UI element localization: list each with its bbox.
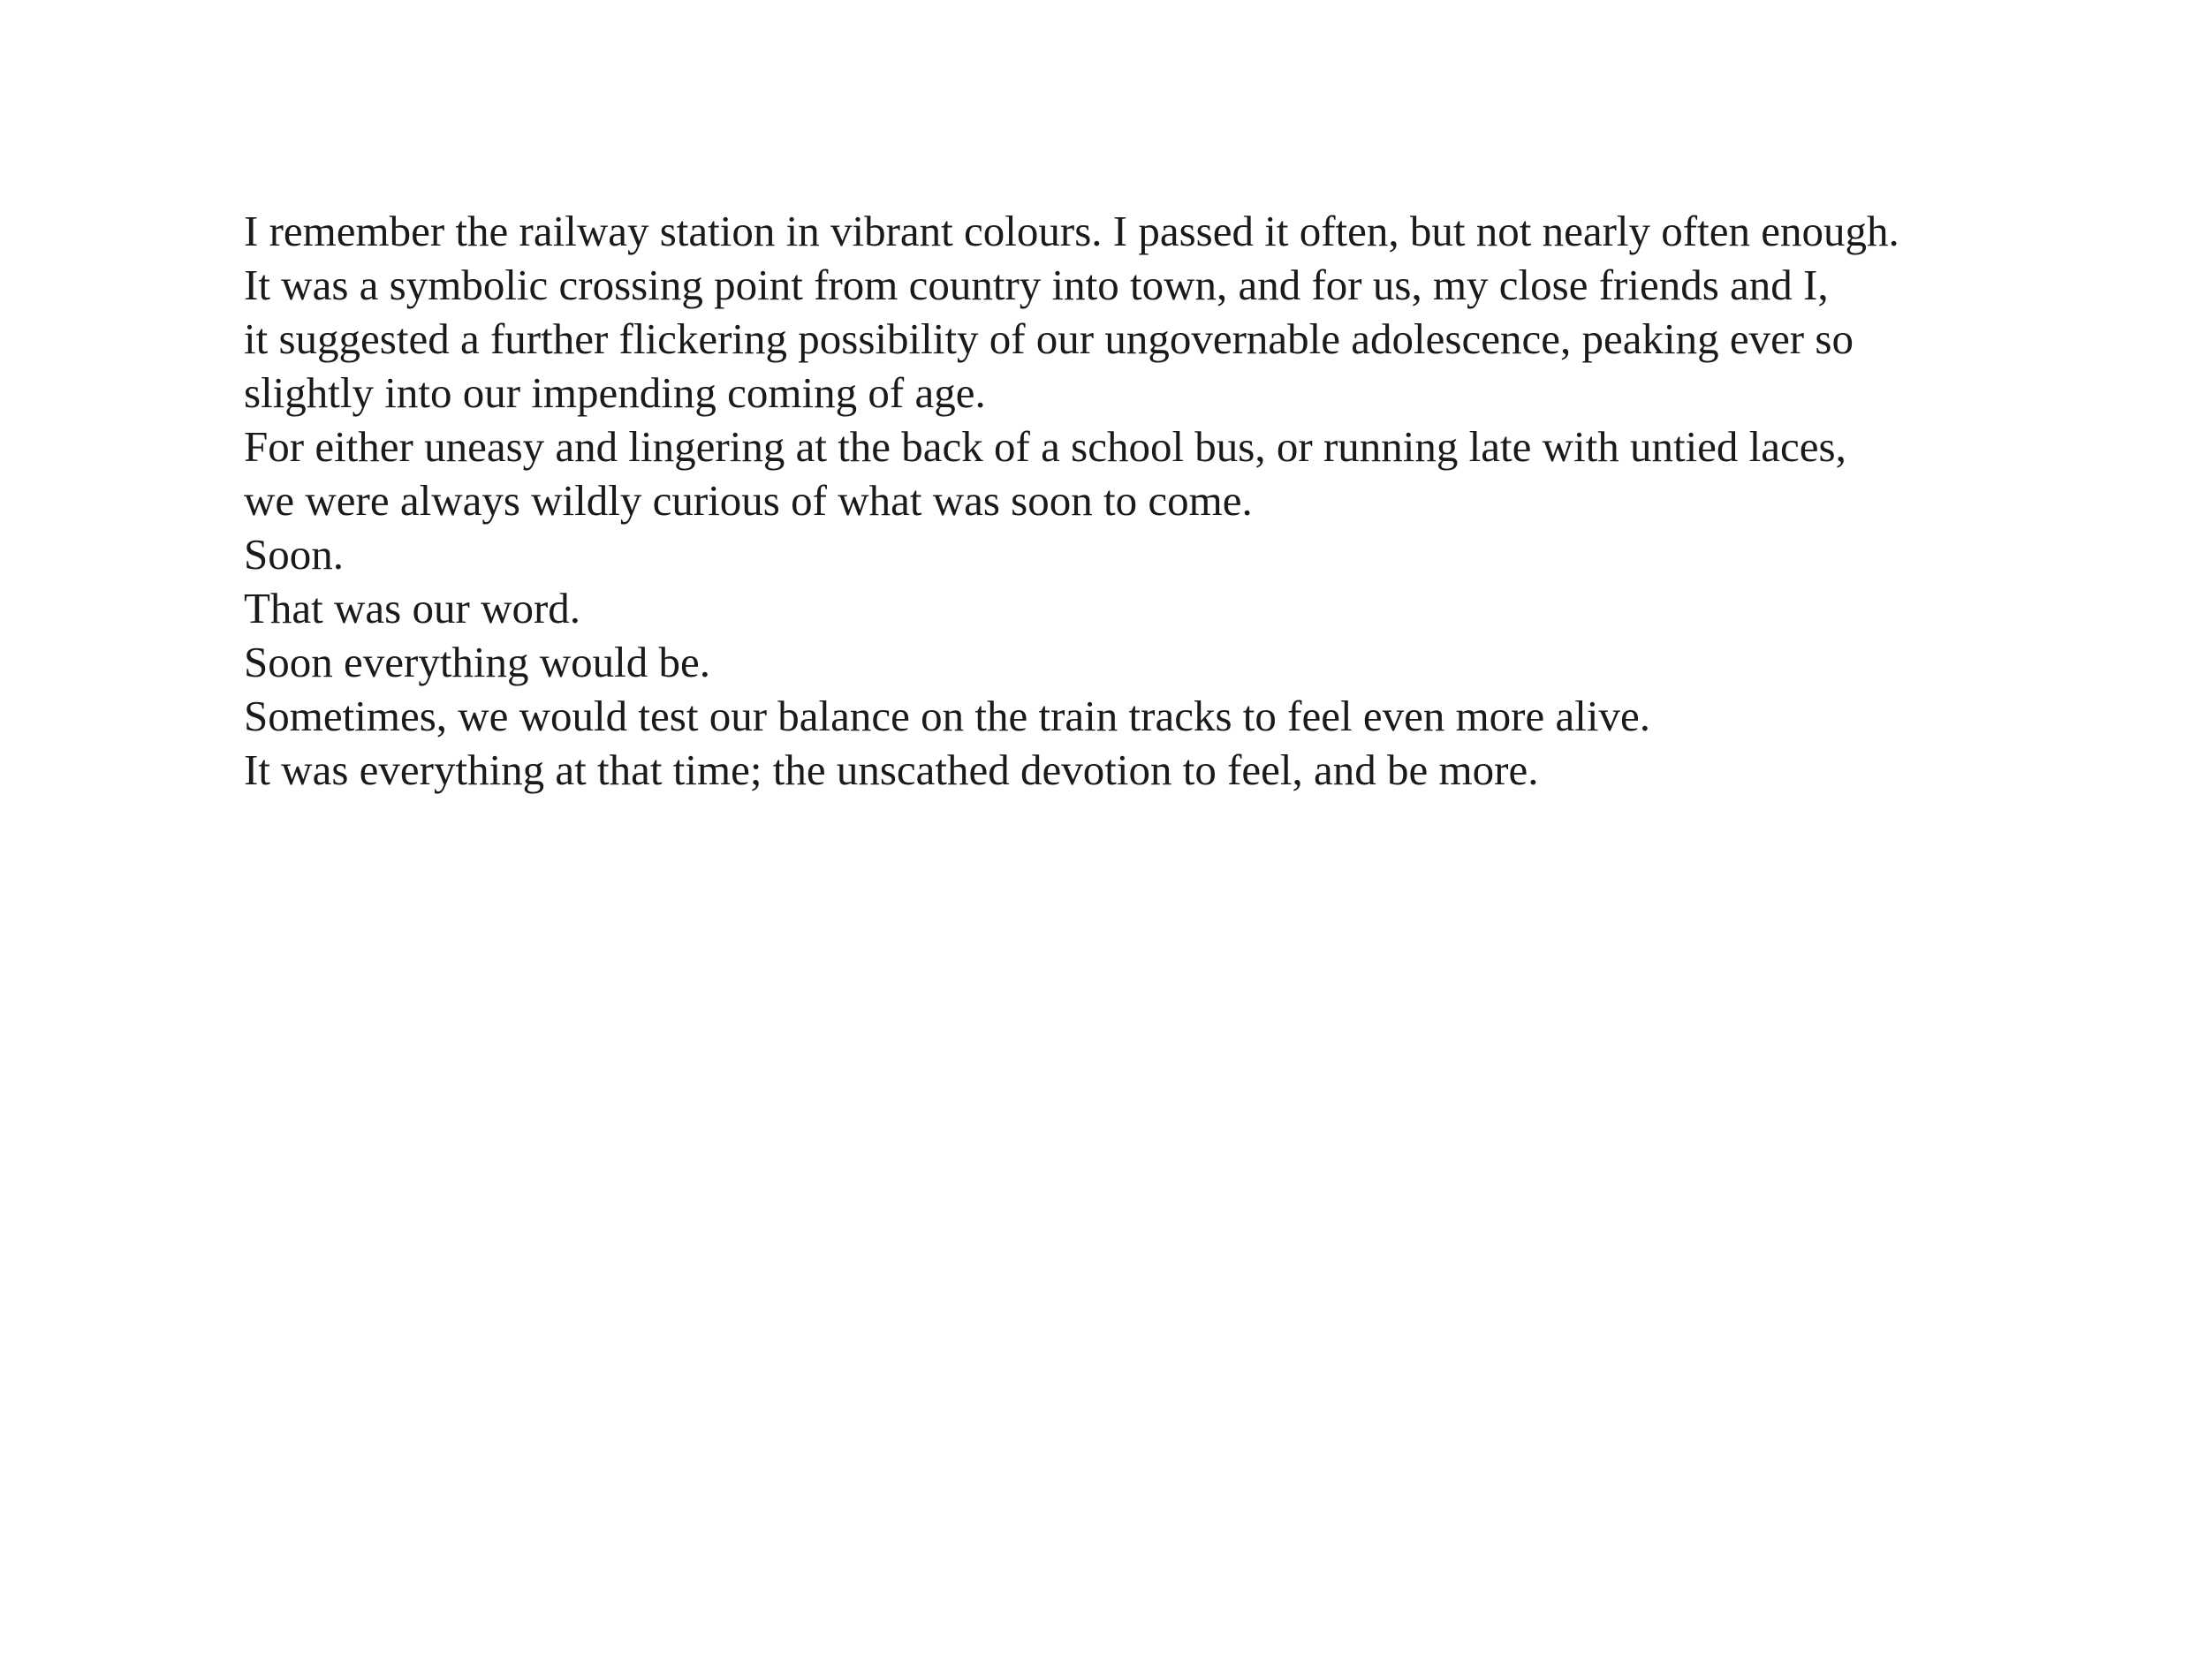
text-line: slightly into our impending coming of age. bbox=[244, 368, 986, 417]
text-line: That was our word. bbox=[244, 584, 581, 632]
text-line: it suggested a further flickering possibility of our ungovernable adolescence, peaking ever so bbox=[244, 314, 1854, 363]
text-line: Soon. bbox=[244, 530, 345, 579]
text-line: It was a symbolic crossing point from country into town, and for us, my close friends and I, bbox=[244, 261, 1829, 309]
text-line: Sometimes, we would test our balance on the train tracks to feel even more alive. bbox=[244, 692, 1650, 740]
text-line: It was everything at that time; the unscathed devotion to feel, and be more. bbox=[244, 745, 1539, 794]
body-text bbox=[244, 204, 2143, 797]
text-line: we were always wildly curious of what was soon to come. bbox=[244, 476, 1253, 525]
text-line: I remember the railway station in vibrant colours. I passed it often, but not nearly often enough. bbox=[244, 207, 1899, 255]
text-line: For either uneasy and lingering at the back of a school bus, or running late with untied laces, bbox=[244, 422, 1846, 471]
text-line: Soon everything would be. bbox=[244, 638, 711, 686]
